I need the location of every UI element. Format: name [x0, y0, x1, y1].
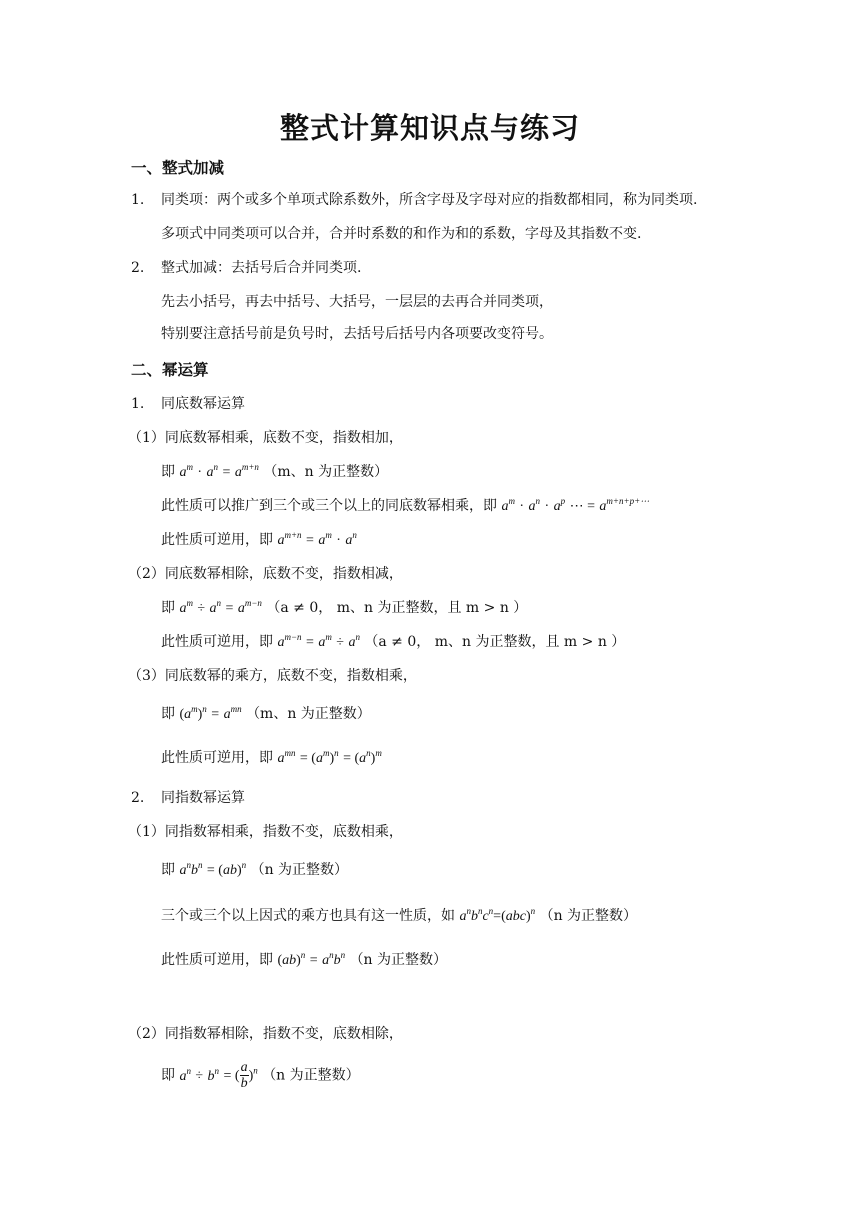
- add-subtract-rule: 整式加减：去括号后合并同类项.: [161, 260, 362, 276]
- negative-bracket-note: 特别要注意括号前是负号时，去括号后括号内各项要改变符号。: [161, 326, 553, 342]
- same-base-title: 同底数幂运算: [161, 396, 245, 412]
- formula-reverse-multiply: 此性质可逆用，即 $a^{m+n} = a^m \cdot a^n$: [161, 530, 357, 548]
- formula-extend-multiply: 此性质可以推广到三个或三个以上的同底数幂相乘，即 $a^m \cdot a^n \cdot a^p$ ⋯ = $a^{m+n+p+\cdots}$: [161, 496, 650, 514]
- section-heading-integral-add: 一、整式加减: [131, 159, 225, 177]
- formula-reverse-divide: 此性质可逆用，即 $a^{m-n} = a^m \div a^n$ （a ≠ 0， m、n 为正整数，且 m > n ）: [161, 632, 626, 650]
- formula-quotient-power: 即 $a^n \div b^n$ = ( $\frac{a}{b}$ )$^n$ （n 为正整数）: [161, 1060, 360, 1091]
- section-heading-powers: 二、幂运算: [131, 361, 209, 379]
- rule-same-base-multiply: （1）同底数幂相乘，底数不变，指数相加，: [128, 430, 403, 446]
- formula-reverse-power: 此性质可逆用，即 $a^{mn} = (a^m)^n = (a^n)^m$: [161, 748, 382, 766]
- rule-same-exponent-divide: （2）同指数幂相除，指数不变，底数相除，: [128, 1026, 403, 1042]
- formula-three-factor-power: 三个或三个以上因式的乘方也具有这一性质，如 $a^nb^nc^n=(abc)^n$ （n 为正整数）: [161, 906, 638, 924]
- formula-power-of-power: 即 $(a^m)^n = a^{mn}$ （m、n 为正整数）: [161, 704, 371, 722]
- item-number: 2.: [131, 260, 145, 276]
- same-exponent-title: 同指数幂运算: [161, 790, 245, 806]
- rule-power-of-power: （3）同底数幂的乘方，底数不变，指数相乘，: [128, 668, 417, 684]
- like-terms-merge-rule: 多项式中同类项可以合并，合并时系数的和作为和的系数，字母及其指数不变.: [161, 226, 642, 242]
- page-title: 整式计算知识点与练习: [279, 111, 580, 145]
- formula-product-power: 即 $a^nb^n = (ab)^n$ （n 为正整数）: [161, 860, 349, 878]
- formula-reverse-product-power: 此性质可逆用，即 $(ab)^n = a^nb^n$ （n 为正整数）: [161, 950, 448, 968]
- item-number: 1.: [131, 396, 145, 412]
- item-number: 2.: [131, 790, 145, 806]
- rule-same-exponent-multiply: （1）同指数幂相乘，指数不变，底数相乘，: [128, 824, 403, 840]
- like-terms-definition: 同类项：两个或多个单项式除系数外，所含字母及字母对应的指数都相同，称为同类项.: [161, 192, 698, 208]
- formula-same-base-divide: 即 $a^m \div a^n = a^{m-n}$ （a ≠ 0， m、n 为正整数，且 m > n ）: [161, 598, 528, 616]
- bracket-order-rule: 先去小括号，再去中括号、大括号，一层层的去再合并同类项，: [161, 294, 553, 310]
- rule-same-base-divide: （2）同底数幂相除，底数不变，指数相减，: [128, 566, 403, 582]
- item-number: 1.: [131, 192, 145, 208]
- formula-same-base-multiply: 即 $a^m \cdot a^n = a^{m+n}$ （m、n 为正整数）: [161, 462, 389, 480]
